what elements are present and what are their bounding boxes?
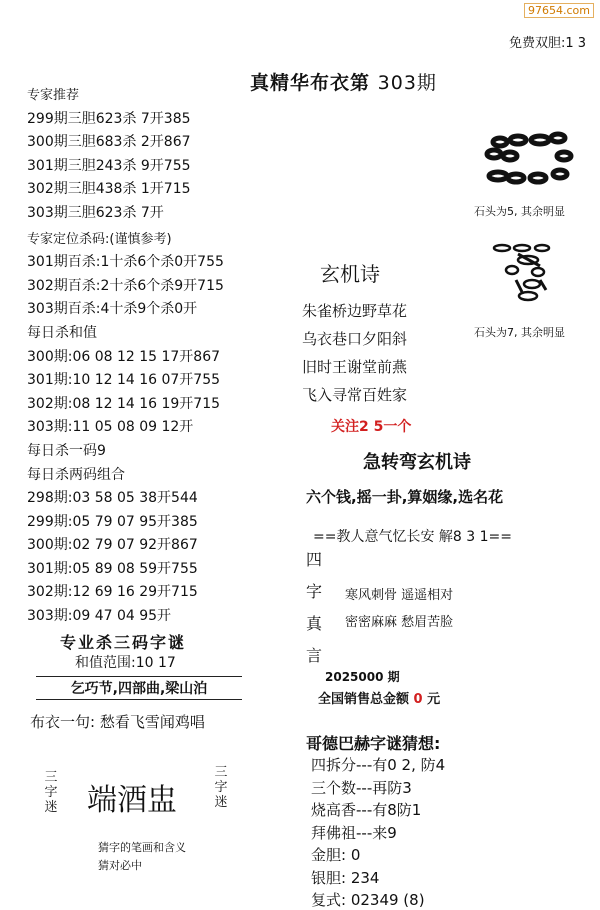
kill-two-heading: 每日杀两码组合 <box>27 466 125 483</box>
position-kill-row: 302期百杀:2十杀6个杀9开715 <box>27 277 224 294</box>
left-column <box>27 84 282 629</box>
turn-poem-teach: ==教人意气忆长安 解8 3 1== <box>313 529 512 545</box>
sum-value-row: 300期:06 08 12 15 17开867 <box>27 348 221 365</box>
goldbach-line: 金胆: 0 <box>311 846 361 864</box>
four-words-column <box>306 544 326 672</box>
site-watermark: 97654.com <box>524 3 594 18</box>
four-words-char-4: 言 <box>306 646 323 665</box>
kill-two-rows <box>27 487 282 629</box>
buyi-line: 布衣一句: 愁看飞雪闻鸡唱 <box>30 713 205 731</box>
poem-line: 乌衣巷口夕阳斜 <box>302 330 408 348</box>
riddle-hint-1: 猜字的笔画和含义 <box>98 841 186 854</box>
sum-value-rows <box>27 346 282 440</box>
stone-puzzle-1-image <box>478 128 588 198</box>
position-kill-row: 301期百杀:1十杀6个杀0开755 <box>27 254 224 271</box>
kill-one-code: 每日杀一码9 <box>27 442 106 459</box>
four-words-char-3: 真 <box>306 614 323 633</box>
goldbach-title: 哥德巴赫字谜猜想: <box>306 734 441 753</box>
kill-two-row: 301期:05 89 08 59开755 <box>27 560 198 577</box>
sales-issue: 2025000 期 <box>325 670 400 684</box>
expert-row: 303期三胆623杀 7开 <box>27 204 164 221</box>
turn-poem-title: 急转弯玄机诗 <box>363 452 471 473</box>
title-text: 真精华布衣第 <box>250 72 371 94</box>
kill-two-row: 299期:05 79 07 95开385 <box>27 513 198 530</box>
kill-two-row: 302期:12 69 16 29开715 <box>27 584 198 601</box>
riddle-side-left: 三字迷 <box>44 770 58 815</box>
goldbach-line: 银胆: 234 <box>311 868 380 887</box>
poem-line: 旧时王谢堂前燕 <box>302 358 408 376</box>
focus-notice: 关注2 5一个 <box>331 419 412 435</box>
goldbach-line: 四拆分---有0 2, 防4 <box>311 756 446 774</box>
sum-value-row: 302期:08 12 14 16 19开715 <box>27 395 221 412</box>
position-kill-rows <box>27 251 282 322</box>
expert-heading: 专家推荐 <box>27 88 80 103</box>
position-kill-heading: 专家定位杀码:(谨慎参考) <box>27 231 172 247</box>
four-words-line-2: 密密麻麻 愁眉苦脸 <box>345 615 454 630</box>
expert-row: 302期三胆438杀 1开715 <box>27 181 191 198</box>
stone-puzzle-2-image <box>488 240 568 306</box>
goldbach-line: 烧高香---有8防1 <box>311 801 422 819</box>
kill-two-row: 300期:02 79 07 92开867 <box>27 537 198 554</box>
sum-value-row: 303期:11 05 08 09 12开 <box>27 419 194 436</box>
position-kill-row: 303期百杀:4十杀9个杀0开 <box>27 301 198 318</box>
riddle-main: 端酒盅 <box>87 783 177 818</box>
four-words-char-1: 四 <box>306 550 323 569</box>
sales-total <box>318 688 440 707</box>
stone-caption-1: 石头为5, 其余明显 <box>474 205 565 218</box>
issue-number: 303期 <box>377 72 437 94</box>
poem-line: 飞入寻常百姓家 <box>302 386 408 404</box>
poem-line: 朱雀桥边野草花 <box>302 302 408 320</box>
riddle3-range: 和值范围:10 17 <box>75 655 176 671</box>
riddle3-answer: 乞巧节,四部曲,梁山泊 <box>36 676 242 700</box>
free-double-pick: 免费双胆:1 3 <box>508 36 586 51</box>
expert-rows <box>27 108 282 226</box>
poem-title: 玄机诗 <box>320 262 380 286</box>
riddle-side-right: 三字迷 <box>214 765 228 810</box>
sales-amount: 0 <box>413 692 423 707</box>
goldbach-line: 拜佛祖---来9 <box>311 823 397 842</box>
sales-label: 全国销售总金额 <box>318 692 410 707</box>
goldbach-line: 复式: 02349 (8) <box>311 891 425 909</box>
kill-two-row: 298期:03 58 05 38开544 <box>27 490 198 507</box>
sum-value-heading: 每日杀和值 <box>27 324 97 341</box>
riddle3-answer-box <box>36 676 242 700</box>
expert-row: 299期三胆623杀 7开385 <box>27 110 191 127</box>
riddle3-heading: 专业杀三码字谜 <box>60 633 187 652</box>
riddle-hint-2: 猜对必中 <box>98 859 142 872</box>
sum-value-row: 301期:10 12 14 16 07开755 <box>27 372 221 389</box>
goldbach-line: 三个数---再防3 <box>311 778 412 797</box>
turn-poem-line: 六个钱,摇一卦,算姻缘,选名花 <box>306 488 504 506</box>
expert-row: 301期三胆243杀 9开755 <box>27 157 191 174</box>
four-words-char-2: 字 <box>306 582 323 601</box>
four-words-line-1: 寒风刺骨 遥遥相对 <box>345 588 454 603</box>
kill-two-row: 303期:09 47 04 95开 <box>27 608 172 625</box>
expert-row: 300期三胆683杀 2开867 <box>27 134 191 151</box>
stone-caption-2: 石头为7, 其余明显 <box>474 326 565 339</box>
sales-unit: 元 <box>427 692 441 707</box>
